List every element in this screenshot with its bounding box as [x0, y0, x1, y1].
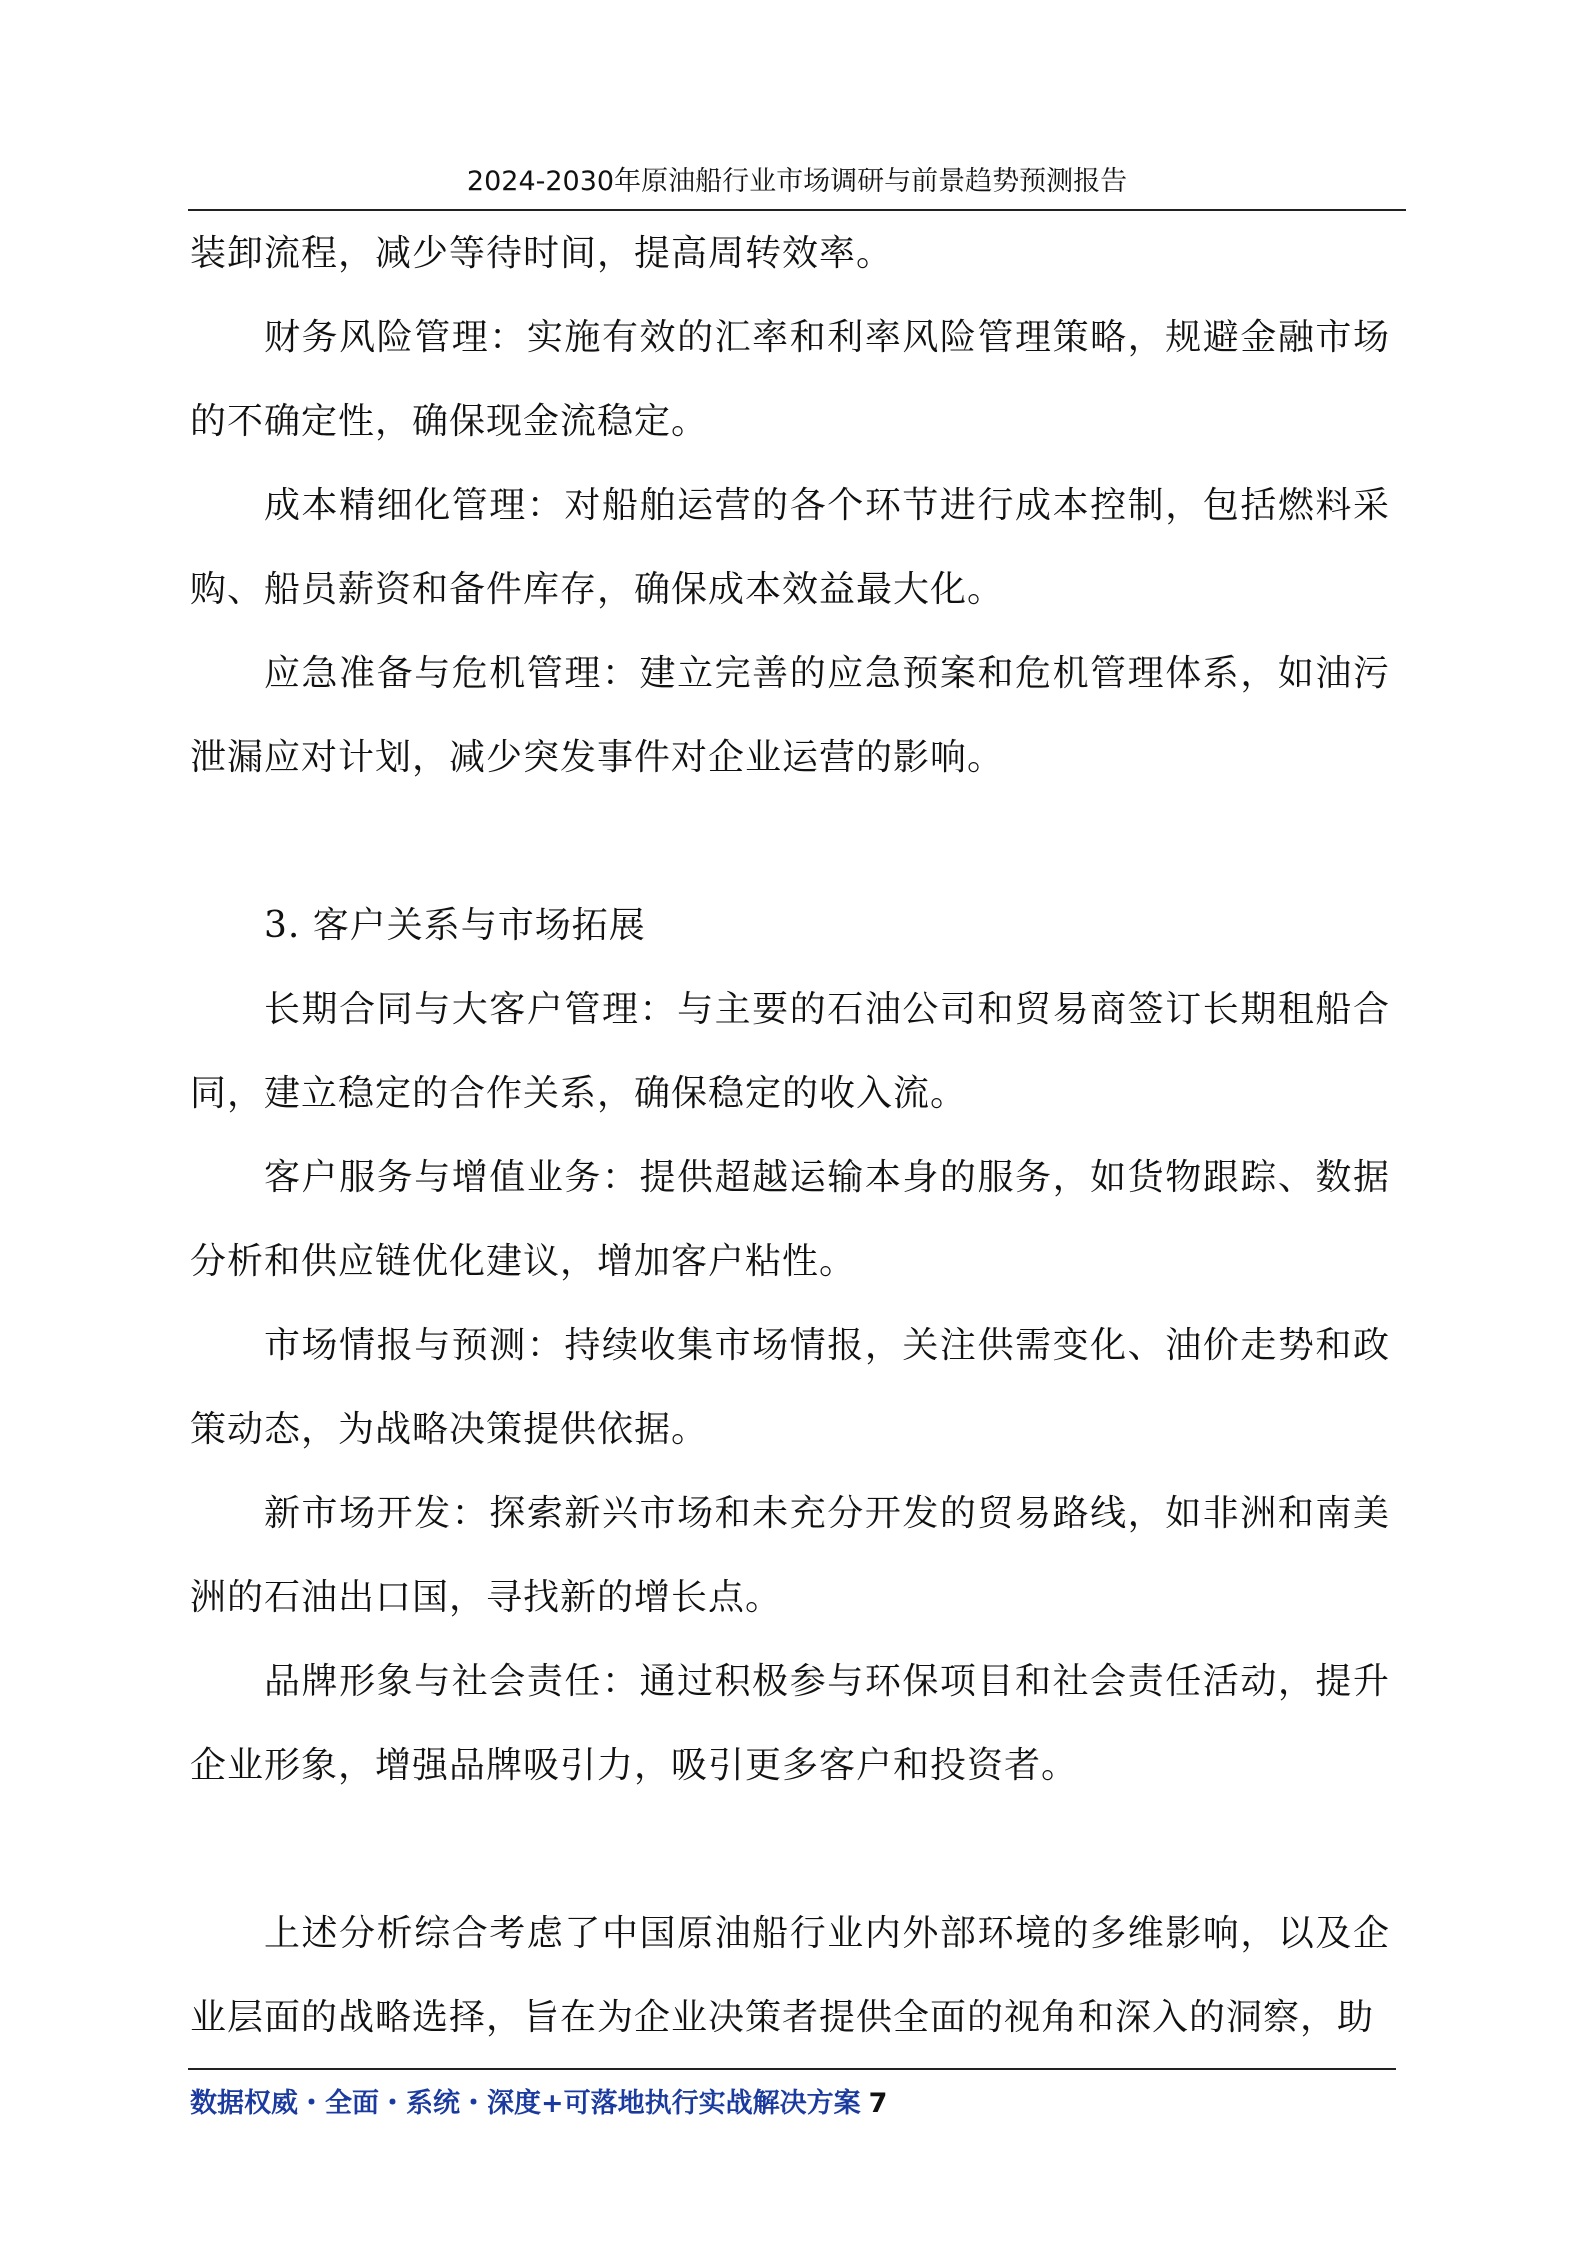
- header-divider: [188, 209, 1406, 211]
- section-heading-customer-relations: 3. 客户关系与市场拓展: [264, 905, 646, 946]
- section-spacer: [190, 800, 1390, 884]
- page-header-title: 2024-2030年原油船行业市场调研与前景趋势预测报告: [466, 166, 1128, 197]
- paragraph-new-markets: 新市场开发：探索新兴市场和未充分开发的贸易路线，如非洲和南美洲的石油出口国，寻找新的增长点。: [190, 1493, 1390, 1618]
- footer-slogan: 数据权威・全面・系统・深度+可落地执行实战解决方案: [190, 2088, 861, 2119]
- paragraph-long-term-contracts: 长期合同与大客户管理：与主要的石油公司和贸易商签订长期租船合同，建立稳定的合作关系，确保稳定的收入流。: [190, 989, 1390, 1114]
- paragraph-brand-image: 品牌形象与社会责任：通过积极参与环保项目和社会责任活动，提升企业形象，增强品牌吸引力，吸引更多客户和投资者。: [190, 1661, 1390, 1786]
- paragraph-cost-management: 成本精细化管理：对船舶运营的各个环节进行成本控制，包括燃料采购、船员薪资和备件库存，确保成本效益最大化。: [190, 485, 1390, 610]
- paragraph-continuation: 装卸流程，减少等待时间，提高周转效率。: [190, 233, 894, 274]
- paragraph-summary: 上述分析综合考虑了中国原油船行业内外部环境的多维影响，以及企业层面的战略选择，旨在为企业决策者提供全面的视角和深入的洞察，助: [190, 1913, 1390, 2038]
- paragraph-customer-service: 客户服务与增值业务：提供超越运输本身的服务，如货物跟踪、数据分析和供应链优化建议，增加客户粘性。: [190, 1157, 1390, 1282]
- paragraph-financial-risk: 财务风险管理：实施有效的汇率和利率风险管理策略，规避金融市场的不确定性，确保现金流稳定。: [190, 317, 1390, 442]
- page-footer: [190, 2084, 887, 2124]
- footer-divider: [188, 2068, 1396, 2070]
- paragraph-market-intelligence: 市场情报与预测：持续收集市场情报，关注供需变化、油价走势和政策动态，为战略决策提供依据。: [190, 1325, 1390, 1450]
- page-number: 7: [868, 2088, 888, 2119]
- paragraph-emergency-management: 应急准备与危机管理：建立完善的应急预案和危机管理体系，如油污泄漏应对计划，减少突发事件对企业运营的影响。: [190, 653, 1390, 778]
- section-spacer: [190, 1808, 1390, 1892]
- document-body: [190, 212, 1390, 2060]
